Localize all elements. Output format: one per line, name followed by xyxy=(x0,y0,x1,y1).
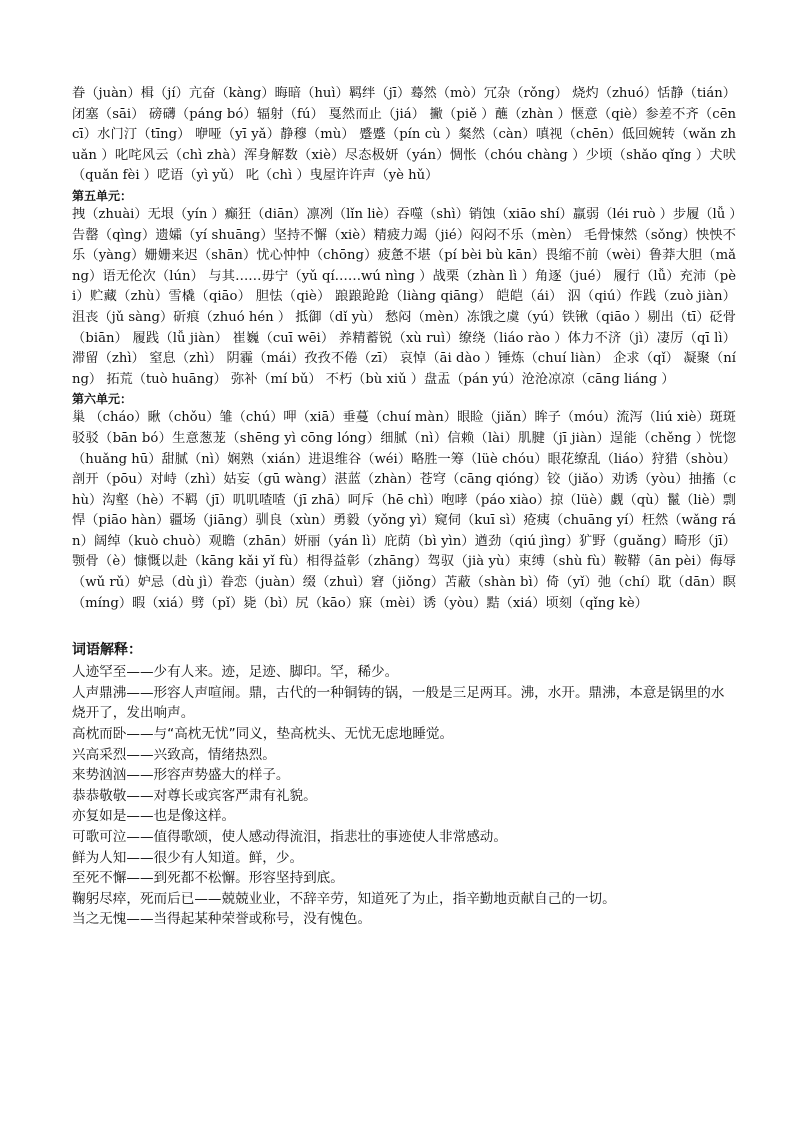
definitions-section xyxy=(72,640,736,930)
vocab-paragraph: 拽（zhuài）无垠（yín ）癫狂（diān）凛冽（lǐn liè）吞噬（shì）销蚀（xiāo shí）羸弱（léi ruò ）步履（lǚ ）告罄（qìng）遗孀（yí shuāng）坚持不懈（xiè）精疲力竭（jié）闷闷不乐（mèn） 毛骨悚然（sǒng）怏怏不乐（yàng）姗姗来迟（shān）忧心忡忡（chōng）疲惫不堪（pí bèi bù kān）畏缩不前（wèi）鲁莽大胆（mǎng）语无伦次（lún） 与其……毋宁（yǔ qí……wú nìng ）战栗（zhàn lì ）角逐（jué） 履行（lǚ）充沛（pèi）贮藏（zhù）雪橇（qiāo） 胆怯（qiè） 踉踉跄跄（liàng qiāng） 皑皑（ái） 泅（qiú）作践（zuò jiàn） 沮丧（jǔ sàng）斫痕（zhuó hén ） 抵御（dǐ yù） 愁闷（mèn）冻饿之虞（yú）铁锹（qiāo ）剔出（tī）砭骨（biān） 履践（lǚ jiàn） 崔巍（cuī wēi） 养精蓄锐（xù ruì）缭绕（liáo rào ）体力不济（jì）凄厉（qī lì） 滞留（zhì） 窒息（zhì） 阴霾（mái）孜孜不倦（zī） 哀悼（āi dào ）锤炼（chuí liàn） 企求（qǐ） 凝聚（níng） 拓荒（tuò huāng） 弥补（mí bǔ） 不朽（bù xiǔ ）盘盂（pán yú）沧沧凉凉（cāng liáng ） xyxy=(72,206,736,387)
unit-6-heading: 第六单元： xyxy=(72,392,133,407)
definition-item: 兴高采烈——兴致高，情绪热烈。 xyxy=(72,746,276,763)
definition-item: 至死不懈——到死都不松懈。形容坚持到底。 xyxy=(72,870,344,887)
document-page xyxy=(72,84,736,930)
definition-item: 亦复如是——也是像这样。 xyxy=(72,808,236,825)
vocab-paragraph: 巢 （cháo）瞅（chǒu）雏（chú）呷（xiā）垂蔓（chuí màn）眼睑（jiǎn）眸子（móu）流泻（liú xiè）斑斑驳驳（bān bó）生意葱茏（shēng yì cōng lóng）细腻（nì）信赖（lài）肌腱（jī jiàn）逞能（chěng ）恍惚（huǎng hū）甜腻（nì）娴熟（xián）进退维谷（wéi）略胜一筹（lüè chóu）眼花缭乱（liáo）狩猎（shòu）剖开（pōu）对峙（zhì）姑妄（gū wàng）湛蓝（zhàn）苍穹（cāng qióng）铰（jiǎo）劝诱（yòu）抽搐（chù）沟壑（hè）不羁（jī）叽叽喳喳（jī zhā）呵斥（hē chì）咆哮（páo xiào）掠（lüè）觑（qù）鬣（liè）剽悍（piāo hàn）疆场（jiāng）驯良（xùn）勇毅（yǒng yì）窥伺（kuī sì）疮痍（chuāng yí）枉然（wǎng rán）阔绰（kuò chuò）观瞻（zhān）妍丽（yán lì）庇荫（bì yìn）遒劲（qiú jìng）犷野（guǎng）畸形（jī）颚骨（è）慷慨以赴（kāng kǎi yǐ fù）相得益彰（zhāng）驾驭（jià yù）束缚（shù fù）鞍鞯（ān pèi）侮辱（wǔ rǔ）妒忌（dù jì）眷恋（juàn）缀（zhuì）窘（jiǒng）苫蔽（shàn bì）倚（yǐ）弛（chí）耽（dān）瞑（míng）暇（xiá）劈（pǐ）毙（bì）尻（kāo）寐（mèi）诱（yòu）黠（xiá）顷刻（qǐng kè） xyxy=(72,410,736,611)
definition-item: 人声鼎沸——形容人声喧闹。鼎，古代的一种铜铸的锅，一般是三足两耳。沸，水开。鼎沸，本意是锅里的水烧开了，发出响声。 xyxy=(72,684,725,722)
definition-item: 当之无愧——当得起某种荣誉或称号，没有愧色。 xyxy=(72,911,372,928)
unit-5-heading: 第五单元： xyxy=(72,188,133,203)
vocab-block-unit-5 xyxy=(72,187,736,390)
definition-item: 人迹罕至——少有人来。迹，足迹、脚印。罕，稀少。 xyxy=(72,664,399,681)
definition-item: 鞠躬尽瘁，死而后已——兢兢业业，不辞辛劳，知道死了为止，指辛勤地贡献自己的一切。 xyxy=(72,890,616,907)
definition-item: 高枕而卧——与“高枕无忧”同义，垫高枕头、无忧无虑地睡觉。 xyxy=(72,726,454,743)
definition-item: 鲜为人知——很少有人知道。鲜，少。 xyxy=(72,849,304,866)
definition-item: 可歌可泣——值得歌颂，使人感动得流泪，指悲壮的事迹使人非常感动。 xyxy=(72,829,507,845)
definitions-heading: 词语解释： xyxy=(72,642,142,659)
vocab-section xyxy=(72,84,736,614)
definition-item: 恭恭敬敬——对尊长或宾客严肃有礼貌。 xyxy=(72,787,317,804)
vocab-block-unit-4-tail xyxy=(72,84,736,187)
vocab-block-unit-6 xyxy=(72,390,736,614)
definition-item: 来势汹汹——形容声势盛大的样子。 xyxy=(72,767,290,784)
vocab-paragraph: 眷（juàn）楫（jí）亢奋（kàng）晦暗（huì）羁绊（jī）蓦然（mò）冗杂（rǒng） 烧灼（zhuó）恬静（tián）闭塞（sāi） 磅礴（páng bó）辐射（fú） 戛然而止（jiá） 撇（piě ）蘸（zhàn ）惬意（qiè）参差不齐（cēn cī）水门汀（tīng） 咿哑（yī yǎ）静穆（mù） 蹙蹙（pín cù ）粲然（càn）嗔视（chēn）低回婉转（wǎn zhuǎn ）叱咤风云（chì zhà）浑身解数（xiè）尽态极妍（yán）惆怅（chóu chàng ）少顷（shǎo qǐng ）犬吠（quǎn fèi ）呓语（yì yǔ） 叱（chì ）曳屋许许声（yè hǔ） xyxy=(72,86,736,184)
